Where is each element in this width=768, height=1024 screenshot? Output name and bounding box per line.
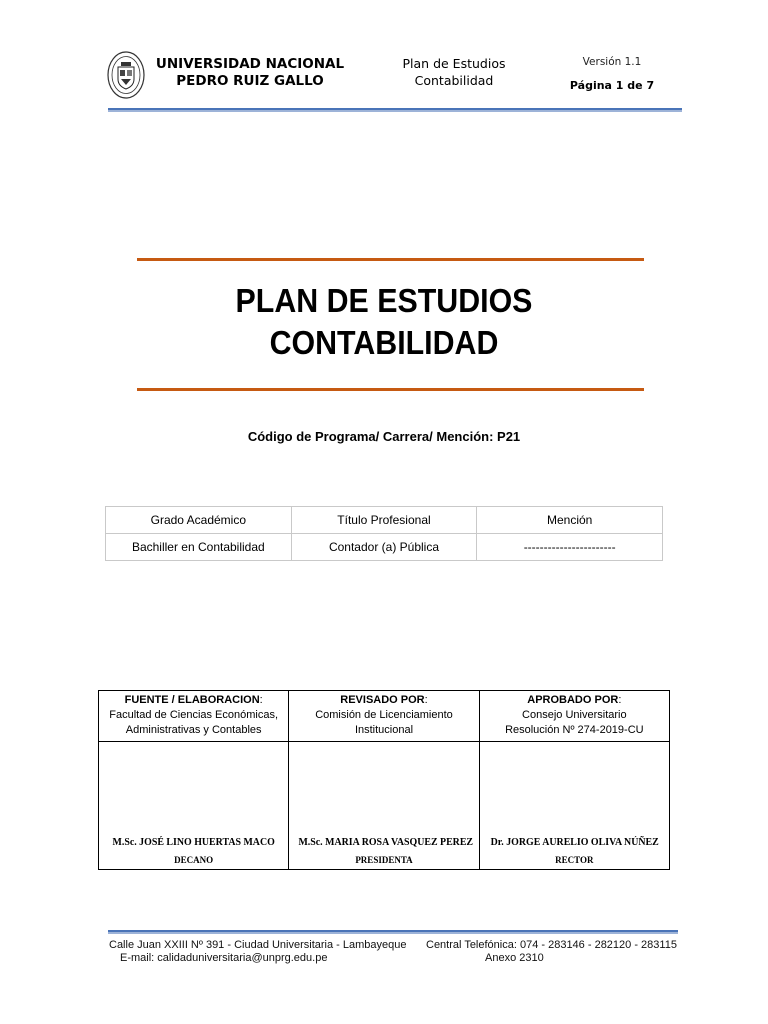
header-plan-title	[384, 55, 524, 89]
program-code: Código de Programa/ Carrera/ Mención: P21	[247, 429, 521, 444]
signature-header-row	[99, 691, 670, 742]
signature-header-cell	[99, 691, 289, 742]
degree-table-header-row	[106, 507, 663, 534]
signature-label: REVISADO POR	[340, 694, 425, 706]
degree-table-row	[106, 534, 663, 561]
degree-table	[105, 506, 663, 561]
header-divider	[108, 108, 682, 112]
university-name-line1: UNIVERSIDAD NACIONAL	[155, 56, 345, 72]
footer-phone: Central Telefónica: 074 - 283146 - 282120 - 283115	[426, 939, 677, 951]
signature-detail: Institucional	[354, 724, 414, 736]
header-plan-line2: Contabilidad	[414, 73, 494, 88]
signature-box	[479, 742, 669, 870]
footer-divider	[108, 930, 678, 934]
signature-detail: Facultad de Ciencias Económicas,	[109, 709, 279, 721]
footer-annex: Anexo 2310	[485, 952, 544, 964]
signature-box	[99, 742, 289, 870]
signature-label-suffix: :	[618, 694, 622, 706]
signature-detail: Resolución Nº 274-2019-CU	[505, 724, 644, 736]
document-title	[123, 280, 646, 364]
university-name-line2: PEDRO RUIZ GALLO	[176, 73, 324, 89]
signatory-name: Dr. JORGE AURELIO OLIVA NÚÑEZ	[490, 836, 659, 848]
signature-label: FUENTE / ELABORACION	[124, 694, 260, 706]
signature-label: APROBADO POR	[527, 694, 619, 706]
signatory-role: DECANO	[174, 855, 214, 865]
university-name	[150, 56, 350, 90]
signatory-name: M.Sc. JOSÉ LINO HUERTAS MACO	[112, 836, 275, 848]
approval-signature-table	[98, 690, 670, 870]
signature-header-cell	[479, 691, 669, 742]
signature-label-suffix: :	[424, 694, 428, 706]
title-bottom-rule	[137, 388, 644, 391]
footer-email: E-mail: calidaduniversitaria@unprg.edu.pe	[120, 952, 328, 964]
degree-cell: Contador (a) Pública	[291, 534, 477, 561]
header-plan-line1: Plan de Estudios	[402, 56, 506, 71]
page-number: Página 1 de 7	[569, 79, 655, 92]
signature-header-cell	[289, 691, 479, 742]
signature-detail: Consejo Universitario	[522, 709, 627, 721]
university-seal-logo	[107, 50, 145, 100]
signature-body-row	[99, 742, 670, 870]
signature-detail: Administrativas y Contables	[125, 724, 262, 736]
document-title-line2: CONTABILIDAD	[269, 324, 499, 361]
footer-address: Calle Juan XXIII Nº 391 - Ciudad Universitaria - Lambayeque	[109, 939, 407, 951]
degree-cell: -----------------------	[477, 534, 663, 561]
degree-cell: Bachiller en Contabilidad	[106, 534, 292, 561]
signature-box	[289, 742, 479, 870]
version-label: Versión 1.1	[582, 56, 642, 68]
title-top-rule	[137, 258, 644, 261]
signatory-role: RECTOR	[555, 855, 594, 865]
degree-header-cell: Grado Académico	[106, 507, 292, 534]
document-title-line1: PLAN DE ESTUDIOS	[235, 282, 533, 319]
signatory-role: PRESIDENTA	[355, 855, 413, 865]
degree-header-cell: Título Profesional	[291, 507, 477, 534]
signature-detail: Comisión de Licenciamiento	[315, 709, 453, 721]
signatory-name: M.Sc. MARIA ROSA VASQUEZ PEREZ	[298, 836, 474, 848]
degree-header-cell: Mención	[477, 507, 663, 534]
signature-label-suffix: :	[259, 694, 263, 706]
